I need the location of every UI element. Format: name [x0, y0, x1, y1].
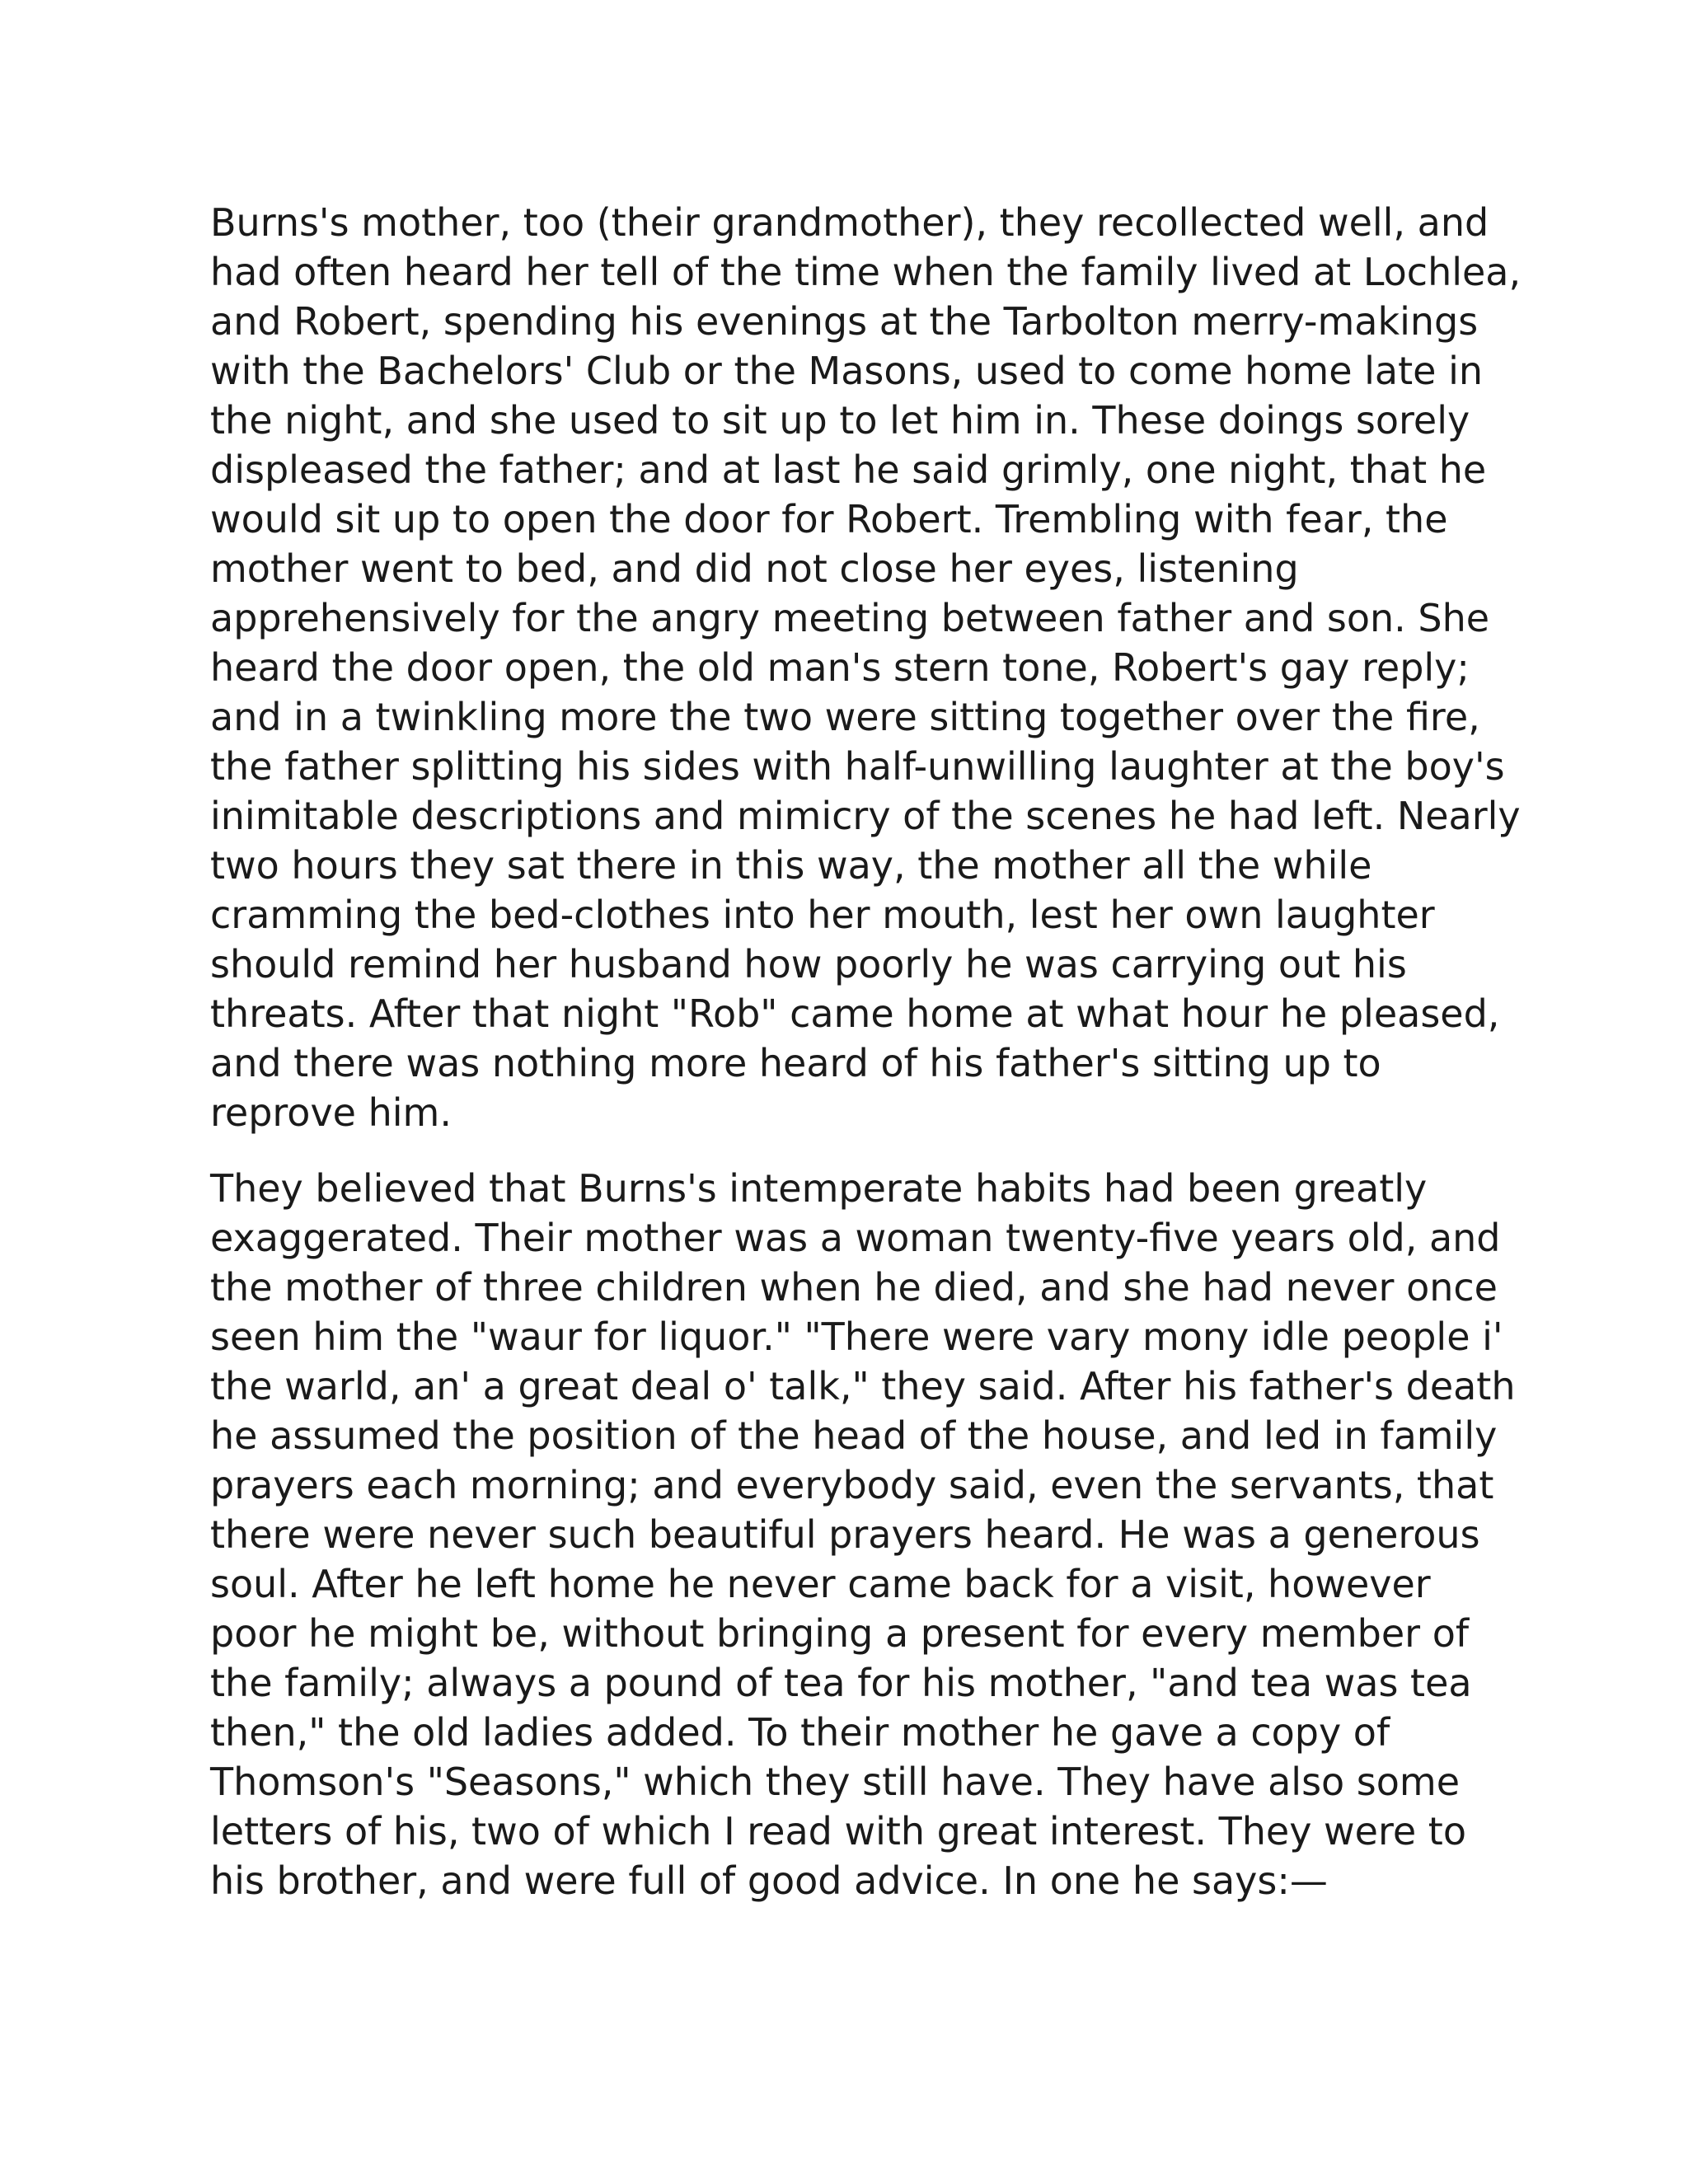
text-line: soul. After he left home he never came back for a visit, however — [210, 1562, 1431, 1606]
text-line: the warld, an' a great deal o' talk," they said. After his father's death — [210, 1364, 1516, 1408]
body-text — [210, 198, 1522, 1905]
text-line: letters of his, two of which I read with great interest. They were to — [210, 1809, 1466, 1854]
text-line: the father splitting his sides with half-unwilling laughter at the boy's — [210, 744, 1505, 789]
text-line: prayers each morning; and everybody said, even the servants, that — [210, 1463, 1494, 1507]
text-line: cramming the bed-clothes into her mouth, lest her own laughter — [210, 893, 1435, 937]
text-line: and in a twinkling more the two were sitting together over the fire, — [210, 695, 1480, 739]
text-line: inimitable descriptions and mimicry of the scenes he had left. Nearly — [210, 794, 1521, 838]
text-line: had often heard her tell of the time when the family lived at Lochlea, — [210, 250, 1522, 294]
paragraph-2 — [210, 1164, 1516, 1905]
text-line: They believed that Burns's intemperate habits had been greatly — [210, 1166, 1428, 1211]
text-line: exaggerated. Their mother was a woman twenty-five years old, and — [210, 1216, 1501, 1260]
text-line: would sit up to open the door for Robert. Trembling with fear, the — [210, 497, 1448, 541]
text-line: and Robert, spending his evenings at the Tarbolton merry-makings — [210, 299, 1479, 344]
text-line: seen him the "waur for liquor." "There were vary mony idle people i' — [210, 1315, 1503, 1359]
text-line: threats. After that night "Rob" came home at what hour he pleased, — [210, 991, 1500, 1036]
text-line: his brother, and were full of good advice. In one he says:— — [210, 1858, 1328, 1903]
text-line: Burns's mother, too (their grandmother), they recollected well, and — [210, 200, 1489, 245]
text-line: should remind her husband how poorly he was carrying out his — [210, 942, 1407, 987]
text-line: he assumed the position of the head of the house, and led in family — [210, 1413, 1498, 1458]
text-line: apprehensively for the angry meeting between father and son. She — [210, 596, 1490, 640]
text-line: and there was nothing more heard of his father's sitting up to — [210, 1041, 1381, 1085]
text-line: two hours they sat there in this way, the mother all the while — [210, 843, 1372, 888]
text-line: reprove him. — [210, 1090, 452, 1135]
text-line: the family; always a pound of tea for his mother, "and tea was tea — [210, 1661, 1472, 1705]
text-line: poor he might be, without bringing a present for every member of — [210, 1611, 1470, 1656]
text-line: the night, and she used to sit up to let him in. These doings sorely — [210, 398, 1470, 443]
paragraph-1 — [210, 198, 1522, 1137]
text-line: mother went to bed, and did not close her eyes, listening — [210, 546, 1299, 591]
text-line: Thomson's "Seasons," which they still have. They have also some — [210, 1760, 1461, 1804]
text-line: there were never such beautiful prayers heard. He was a generous — [210, 1512, 1480, 1557]
text-line: displeased the father; and at last he said grimly, one night, that he — [210, 448, 1487, 492]
text-line: with the Bachelors' Club or the Masons, used to come home late in — [210, 349, 1484, 393]
text-line: then," the old ladies added. To their mother he gave a copy of — [210, 1710, 1390, 1755]
text-line: heard the door open, the old man's stern tone, Robert's gay reply; — [210, 645, 1470, 690]
text-line: the mother of three children when he died, and she had never once — [210, 1265, 1498, 1310]
